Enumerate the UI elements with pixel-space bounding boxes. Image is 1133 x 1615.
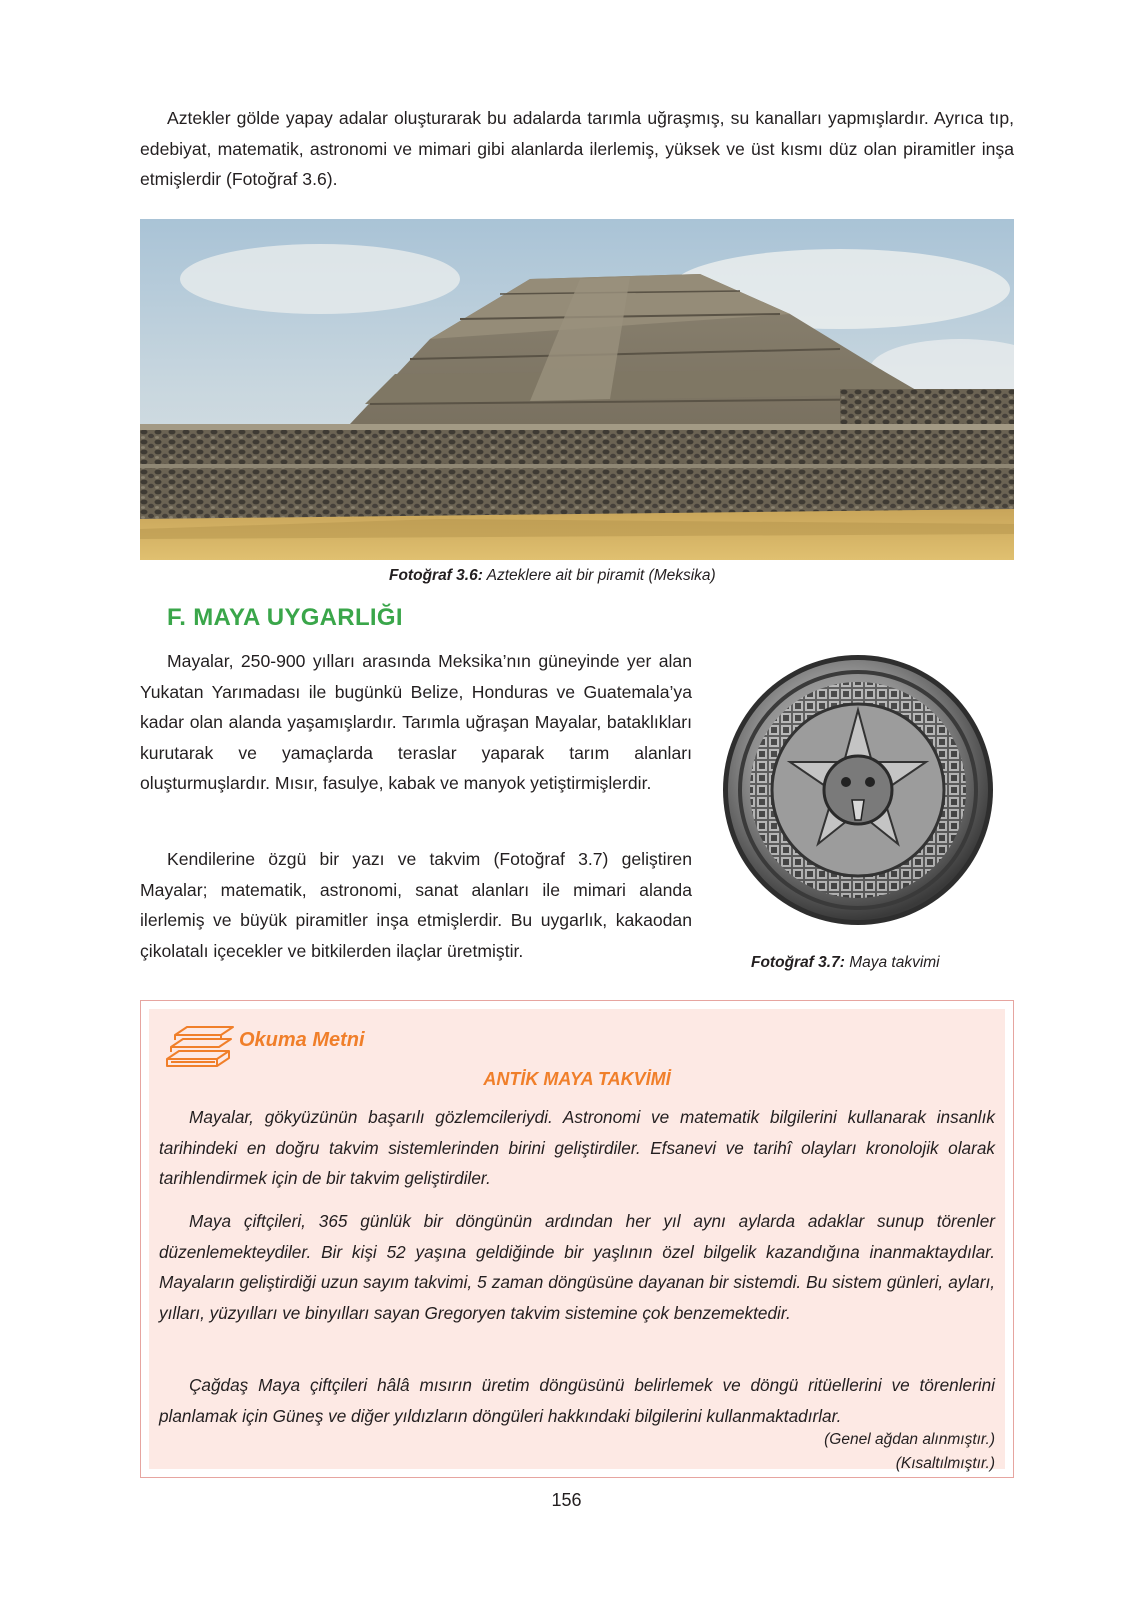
reading-paragraph: Mayalar, gökyüzünün başarılı gözlemcileriydi. Astronomi ve matematik bilgilerini kullanarak insanlık tarihindeki en doğru takvim sistemlerinden birini geliştirdiler. Efsanevi ve tarihî olayları kronolojik olarak tarihlendirmek için de bir takvim geliştirdiler. <box>159 1107 995 1188</box>
maya-paragraph: Mayalar, 250-900 yılları arasında Meksika’nın güneyinde yer alan Yukatan Yarımadası ile bugünkü Belize, Honduras ve Guatemala’ya kadar olan alanda yaşamışlardır. Tarımla uğraşan Mayalar, bataklıkları kurutarak ve yamaçlarda teraslar yaparak tarım alanları oluşturmuşlardır. Mısır, fasulye, kabak ve manyok yetiştirmişlerdir. <box>140 651 692 793</box>
reading-title: ANTİK MAYA TAKVİMİ <box>483 1069 671 1089</box>
reading-source: (Genel ağdan alınmıştır.) <box>824 1431 995 1448</box>
caption-label: Fotoğraf 3.7: <box>751 954 845 971</box>
maya-calendar-photo <box>720 652 996 928</box>
caption-label: Fotoğraf 3.6: <box>389 567 483 584</box>
reading-note: (Kısaltılmıştır.) <box>895 1455 995 1472</box>
reading-paragraph: Maya çiftçileri, 365 günlük bir döngünün ardından her yıl aynı aylarda adaklar sunup törenler düzenlemekteydiler. Bir kişi 52 yaşına geldiğinde bir yaşlının özel bilgelik kazandığına inanmaktaydılar. Mayaların geliştirdiği uzun sayım takvimi, 5 zaman döngüsüne dayanan bir sistemdi. Bu sistem günleri, ayları, yılları, yüzyılları ve binyılları sayan Gregoryen takvim sistemine çok benzemektedir. <box>159 1211 995 1323</box>
reading-box <box>140 1000 1014 1478</box>
intro-paragraph: Aztekler gölde yapay adalar oluşturarak bu adalarda tarımla uğraşmış, su kanalları yapmışlardır. Ayrıca tıp, edebiyat, matematik, astronomi ve mimari gibi alanlarda ilerlemiş, yüksek ve üst kısmı düz olan piramitler inşa etmişlerdir (Fotoğraf 3.6). <box>140 108 1014 189</box>
caption-text: Maya takvimi <box>849 954 940 971</box>
section-heading: F. MAYA UYGARLIĞI <box>167 604 403 631</box>
caption-text: Azteklere ait bir piramit (Meksika) <box>486 567 716 584</box>
reading-paragraph: Çağdaş Maya çiftçileri hâlâ mısırın üretim döngüsünü belirlemek ve döngü ritüellerini ve törenlerini planlamak için Güneş ve diğer yıldızların döngüleri hakkındaki bilgilerini kullanmaktadırlar. <box>159 1375 995 1426</box>
books-icon <box>159 1019 237 1076</box>
reading-label: Okuma Metni <box>239 1029 365 1051</box>
pyramid-photo-caption <box>389 567 716 585</box>
page-number: 156 <box>551 1490 582 1510</box>
reading-box-background <box>149 1009 1005 1472</box>
maya-paragraph: Kendilerine özgü bir yazı ve takvim (Fotoğraf 3.7) geliştiren Mayalar; matematik, astronomi, sanat alanları ile mimari alanda ilerlemiş ve büyük piramitler inşa etmişlerdir. Bu uygarlık, kakaodan çikolatalı içecekler ve bitkilerden ilaçlar üretmiştir. <box>140 849 692 961</box>
pyramid-photo <box>140 219 1014 560</box>
calendar-photo-caption <box>751 954 940 972</box>
